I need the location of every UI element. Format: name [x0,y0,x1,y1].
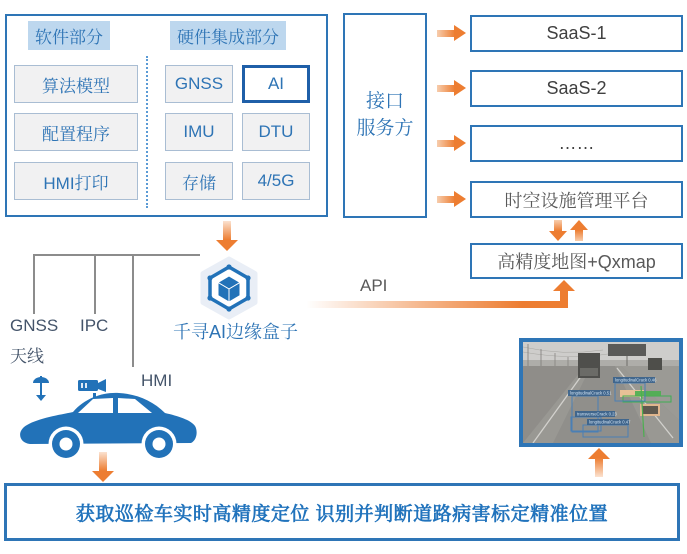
interface-provider-label-line1: 接口 [365,90,404,112]
hardware-section-header: 硬件集成部分 [170,21,286,50]
item-storage: 存储 [165,162,233,200]
ipc-label: IPC [80,316,109,335]
interface-provider-box [343,13,427,218]
item-gnss: GNSS [165,65,233,103]
item-imu: IMU [165,113,233,151]
arrow-down-icon [549,220,567,241]
gnss-antenna-label-line1: GNSS [10,316,59,335]
inspection-vehicle-icon [14,367,204,462]
hmi-label: HMI [141,371,173,390]
arrow-right-icon [437,80,467,96]
arrow-down-icon [216,221,238,251]
item-config-program: 配置程序 [14,113,138,151]
arrow-up-icon [588,448,610,477]
arrow-right-icon [437,135,467,151]
arrow-right-icon [437,191,467,207]
wiring-connector [94,254,96,314]
detection-label: transverseCrack 0.23 [577,411,617,417]
edge-box-icon [197,256,261,320]
saas-2-box: SaaS-2 [470,70,683,107]
api-connector-elbow [560,291,568,308]
detection-label: longitudinalCrack 0.46 [615,377,657,383]
gnss-antenna-label-line2: 天线 [10,347,44,366]
arrow-up-icon [570,220,588,241]
wiring-connector [33,254,35,314]
item-dtu: DTU [242,113,310,151]
saas-1-box: SaaS-1 [470,15,683,52]
item-ai: AI [242,65,310,103]
arrow-right-icon [437,25,467,41]
item-algorithm-model: 算法模型 [14,65,138,103]
interface-provider-label-line2: 服务方 [356,117,414,139]
edge-box-label: 千寻AI边缘盒子 [172,322,298,342]
saas-more-box: …… [470,125,683,162]
api-label: API [360,276,388,295]
detection-label: longitudinalCrack 0.51 [570,390,612,396]
qxmap-box: 高精度地图+Qxmap [470,243,683,279]
item-45g: 4/5G [242,162,310,200]
software-section-header: 软件部分 [28,21,110,50]
arrow-up-icon [553,280,575,291]
wiring-connector [33,254,200,256]
road-detection-photo [519,338,683,447]
facility-platform-box: 时空设施管理平台 [470,181,683,218]
item-hmi-print: HMI打印 [14,162,138,200]
detection-label: longitudinalCrack 0.47 [589,419,631,425]
wiring-connector [132,254,134,367]
section-divider [146,56,148,208]
arrow-down-icon [92,452,114,480]
caption-banner: 获取巡检车实时高精度定位 识别并判断道路病害标定精准位置 [4,483,680,541]
road-scene [523,342,679,443]
api-connector-line [306,301,560,308]
